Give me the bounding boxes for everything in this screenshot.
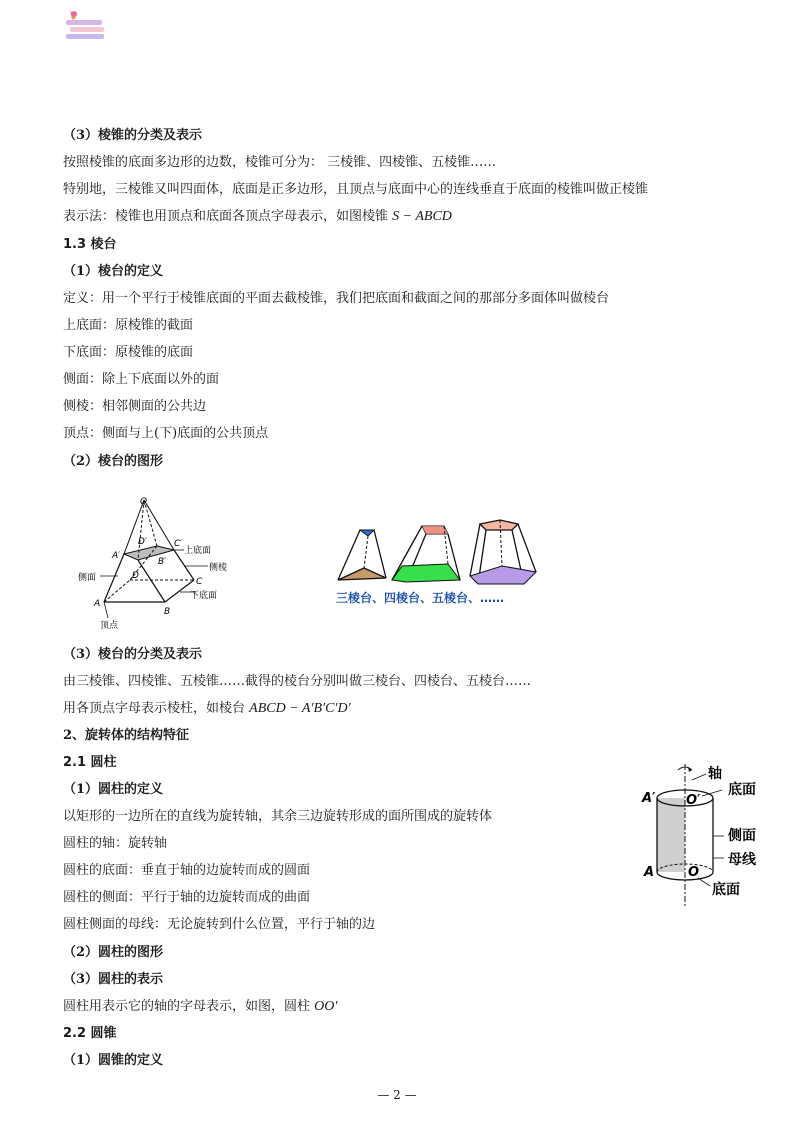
page-number: — 2 — (377, 1088, 417, 1102)
section-heading: 2.1 圆柱 (63, 755, 117, 770)
label-lateral-surface: 侧面 (728, 828, 756, 844)
subheading: （2）圆柱的图形 (63, 945, 164, 960)
subheading: （1）圆锥的定义 (63, 1053, 164, 1068)
section-heading: 2.2 圆锥 (63, 1026, 117, 1041)
text-span: 圆柱用表示它的轴的字母表示，如图，圆柱 (63, 999, 311, 1014)
paragraph-line: 圆柱的侧面：平行于轴的边旋转而成的曲面 (63, 890, 311, 905)
label-a1: A′ (642, 791, 656, 806)
math-expression: ABCD − A′B′C′D′ (249, 701, 351, 716)
label-lower-base: 下底面 (190, 591, 218, 601)
paragraph-line: 侧面：除上下底面以外的面 (63, 372, 220, 387)
text-span: 用各顶点字母表示棱柱，如棱台 (63, 701, 246, 716)
subheading: （3）棱台的分类及表示 (63, 647, 203, 662)
subheading: （2）棱台的图形 (63, 454, 164, 469)
frustum-diagram (72, 494, 262, 634)
label-b1: B′ (158, 557, 167, 567)
paragraph-line: 圆柱的轴：旋转轴 (63, 836, 168, 851)
paragraph-line: 按照棱锥的底面多边形的边数，棱锥可分为： 三棱锥、四棱锥、五棱锥…… (63, 155, 497, 170)
math-expression: OO′ (314, 999, 338, 1014)
paragraph-line: 以矩形的一边所在的直线为旋转轴，其余三边旋转形成的面所围成的旋转体 (63, 809, 493, 824)
subheading: （1）棱台的定义 (63, 264, 164, 279)
label-a: A (644, 865, 655, 880)
paragraph-line: 下底面：原棱锥的底面 (63, 345, 194, 360)
subheading: （3）圆柱的表示 (63, 972, 164, 987)
label-top-base: 底面 (728, 782, 756, 798)
text-span: 表示法：棱锥也用顶点和底面各顶点字母表示，如图棱锥 (63, 209, 389, 224)
label-d1: D′ (138, 537, 147, 547)
subheading: （1）圆柱的定义 (63, 782, 164, 797)
label-q: Q (140, 497, 148, 507)
frustum-types-caption: 三棱台、四棱台、五棱台、…… (336, 591, 505, 605)
label-bottom-base: 底面 (712, 882, 740, 898)
label-generatrix: 母线 (728, 852, 756, 868)
label-axis: 轴 (708, 766, 722, 782)
label-o1: O′ (686, 793, 701, 808)
frustum-types-diagram (330, 516, 550, 608)
paragraph-line: 顶点：侧面与上(下)底面的公共顶点 (63, 426, 269, 441)
label-a1: A′ (112, 551, 121, 561)
label-c: C (196, 577, 203, 587)
paragraph-line: 上底面：原棱锥的截面 (63, 318, 194, 333)
cylinder-diagram (636, 760, 776, 912)
label-lateral-edge: 侧棱 (209, 563, 228, 573)
heading-pyramid-classification: （3）棱锥的分类及表示 (63, 128, 203, 143)
section-heading: 2、旋转体的结构特征 (63, 728, 190, 743)
label-c1: C′ (174, 539, 183, 549)
paragraph-line: 特别地，三棱锥又叫四面体，底面是正多边形，且顶点与底面中心的连线垂直于底面的棱锥叫做正棱锥 (63, 182, 649, 197)
paragraph-line: 定义：用一个平行于棱锥底面的平面去截棱锥，我们把底面和截面之间的那部分多面体叫做棱台 (63, 291, 610, 306)
paragraph-line: 侧棱：相邻侧面的公共边 (63, 399, 207, 414)
paragraph-line (63, 208, 452, 226)
paragraph-line (63, 998, 337, 1016)
label-a: A (94, 599, 101, 609)
paragraph-line (63, 700, 351, 718)
label-vertex: 顶点 (100, 621, 119, 631)
paragraph-line: 圆柱侧面的母线：无论旋转到什么位置，平行于轴的边 (63, 917, 376, 932)
paragraph-line: 由三棱锥、四棱锥、五棱锥……截得的棱台分别叫做三棱台、四棱台、五棱台…… (63, 674, 532, 689)
label-lateral-face: 侧面 (78, 573, 97, 583)
label-upper-base: 上底面 (184, 546, 212, 556)
label-d: D (132, 571, 139, 581)
section-heading: 1.3 棱台 (63, 237, 117, 252)
math-expression: S − ABCD (392, 209, 452, 224)
paragraph-line: 圆柱的底面：垂直于轴的边旋转而成的圆面 (63, 863, 311, 878)
label-b: B (164, 607, 171, 617)
label-o: O (688, 865, 700, 880)
header-logo (62, 6, 108, 42)
